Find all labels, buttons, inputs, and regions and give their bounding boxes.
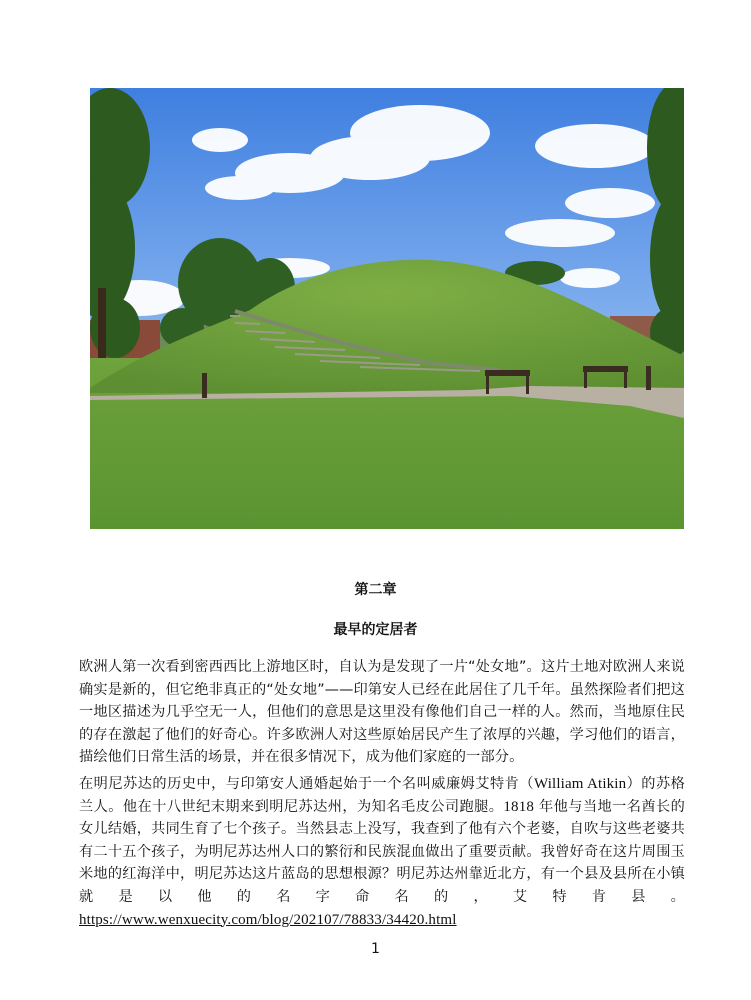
chapter-title: 最早的定居者 [333, 622, 418, 638]
paragraph-1: 欧洲人第一次看到密西西比上游地区时，自认为是发现了一片“处女地”。这片土地对欧洲人来说确实是新的，但它绝非真正的“处女地”——印第安人已经在此居住了几千年。虽然探险者们把这一地区描述为几乎空无一人，但他们的意思是这里没有像他们自己一样的人。然而，当地原住民的存在激起了他们的好奇心。许多欧洲人对这些原始居民产生了浓厚的兴趣，学习他们的语言，描绘他们日常生活的场景，并在很多情况下，成为他们家庭的一部分。 [79, 659, 685, 766]
paragraph-2-text-a: 在明尼苏达的历史中，与印第安人通婚起始于一个名叫威廉姆艾特肯（ [79, 776, 535, 792]
source-link[interactable]: https://www.wenxuecity.com/blog/202107/78833/34420.html [79, 911, 457, 928]
mound-photo [90, 88, 684, 529]
paragraph-2-text-b: ）的苏格兰人。他在十八世纪末期来到明尼苏达州，为知名毛皮公司跑腿。 [79, 776, 685, 815]
chapter-number: 第二章 [354, 582, 397, 598]
person-name-english: William Atikin [534, 776, 627, 792]
year-number: 1818 [503, 798, 534, 815]
paragraph-2 [79, 773, 685, 931]
paragraph-2-text-c: 年他与当地一名酋长的女儿结婚，共同生育了七个孩子。当然县志上没写，我查到了他有六个老婆，自吹与这些老婆共有二十五个孩子，为明尼苏达州人口的繁衍和民族混血做出了重要贡献。我曾好奇在这片周围玉米地的红海洋中，明尼苏达这片蓝岛的思想根源？明尼苏达州靠近北方，有一个县及县所在小镇就是以他的名字命名的，艾特肯县。 [79, 798, 685, 905]
page-number: 1 [371, 941, 380, 957]
